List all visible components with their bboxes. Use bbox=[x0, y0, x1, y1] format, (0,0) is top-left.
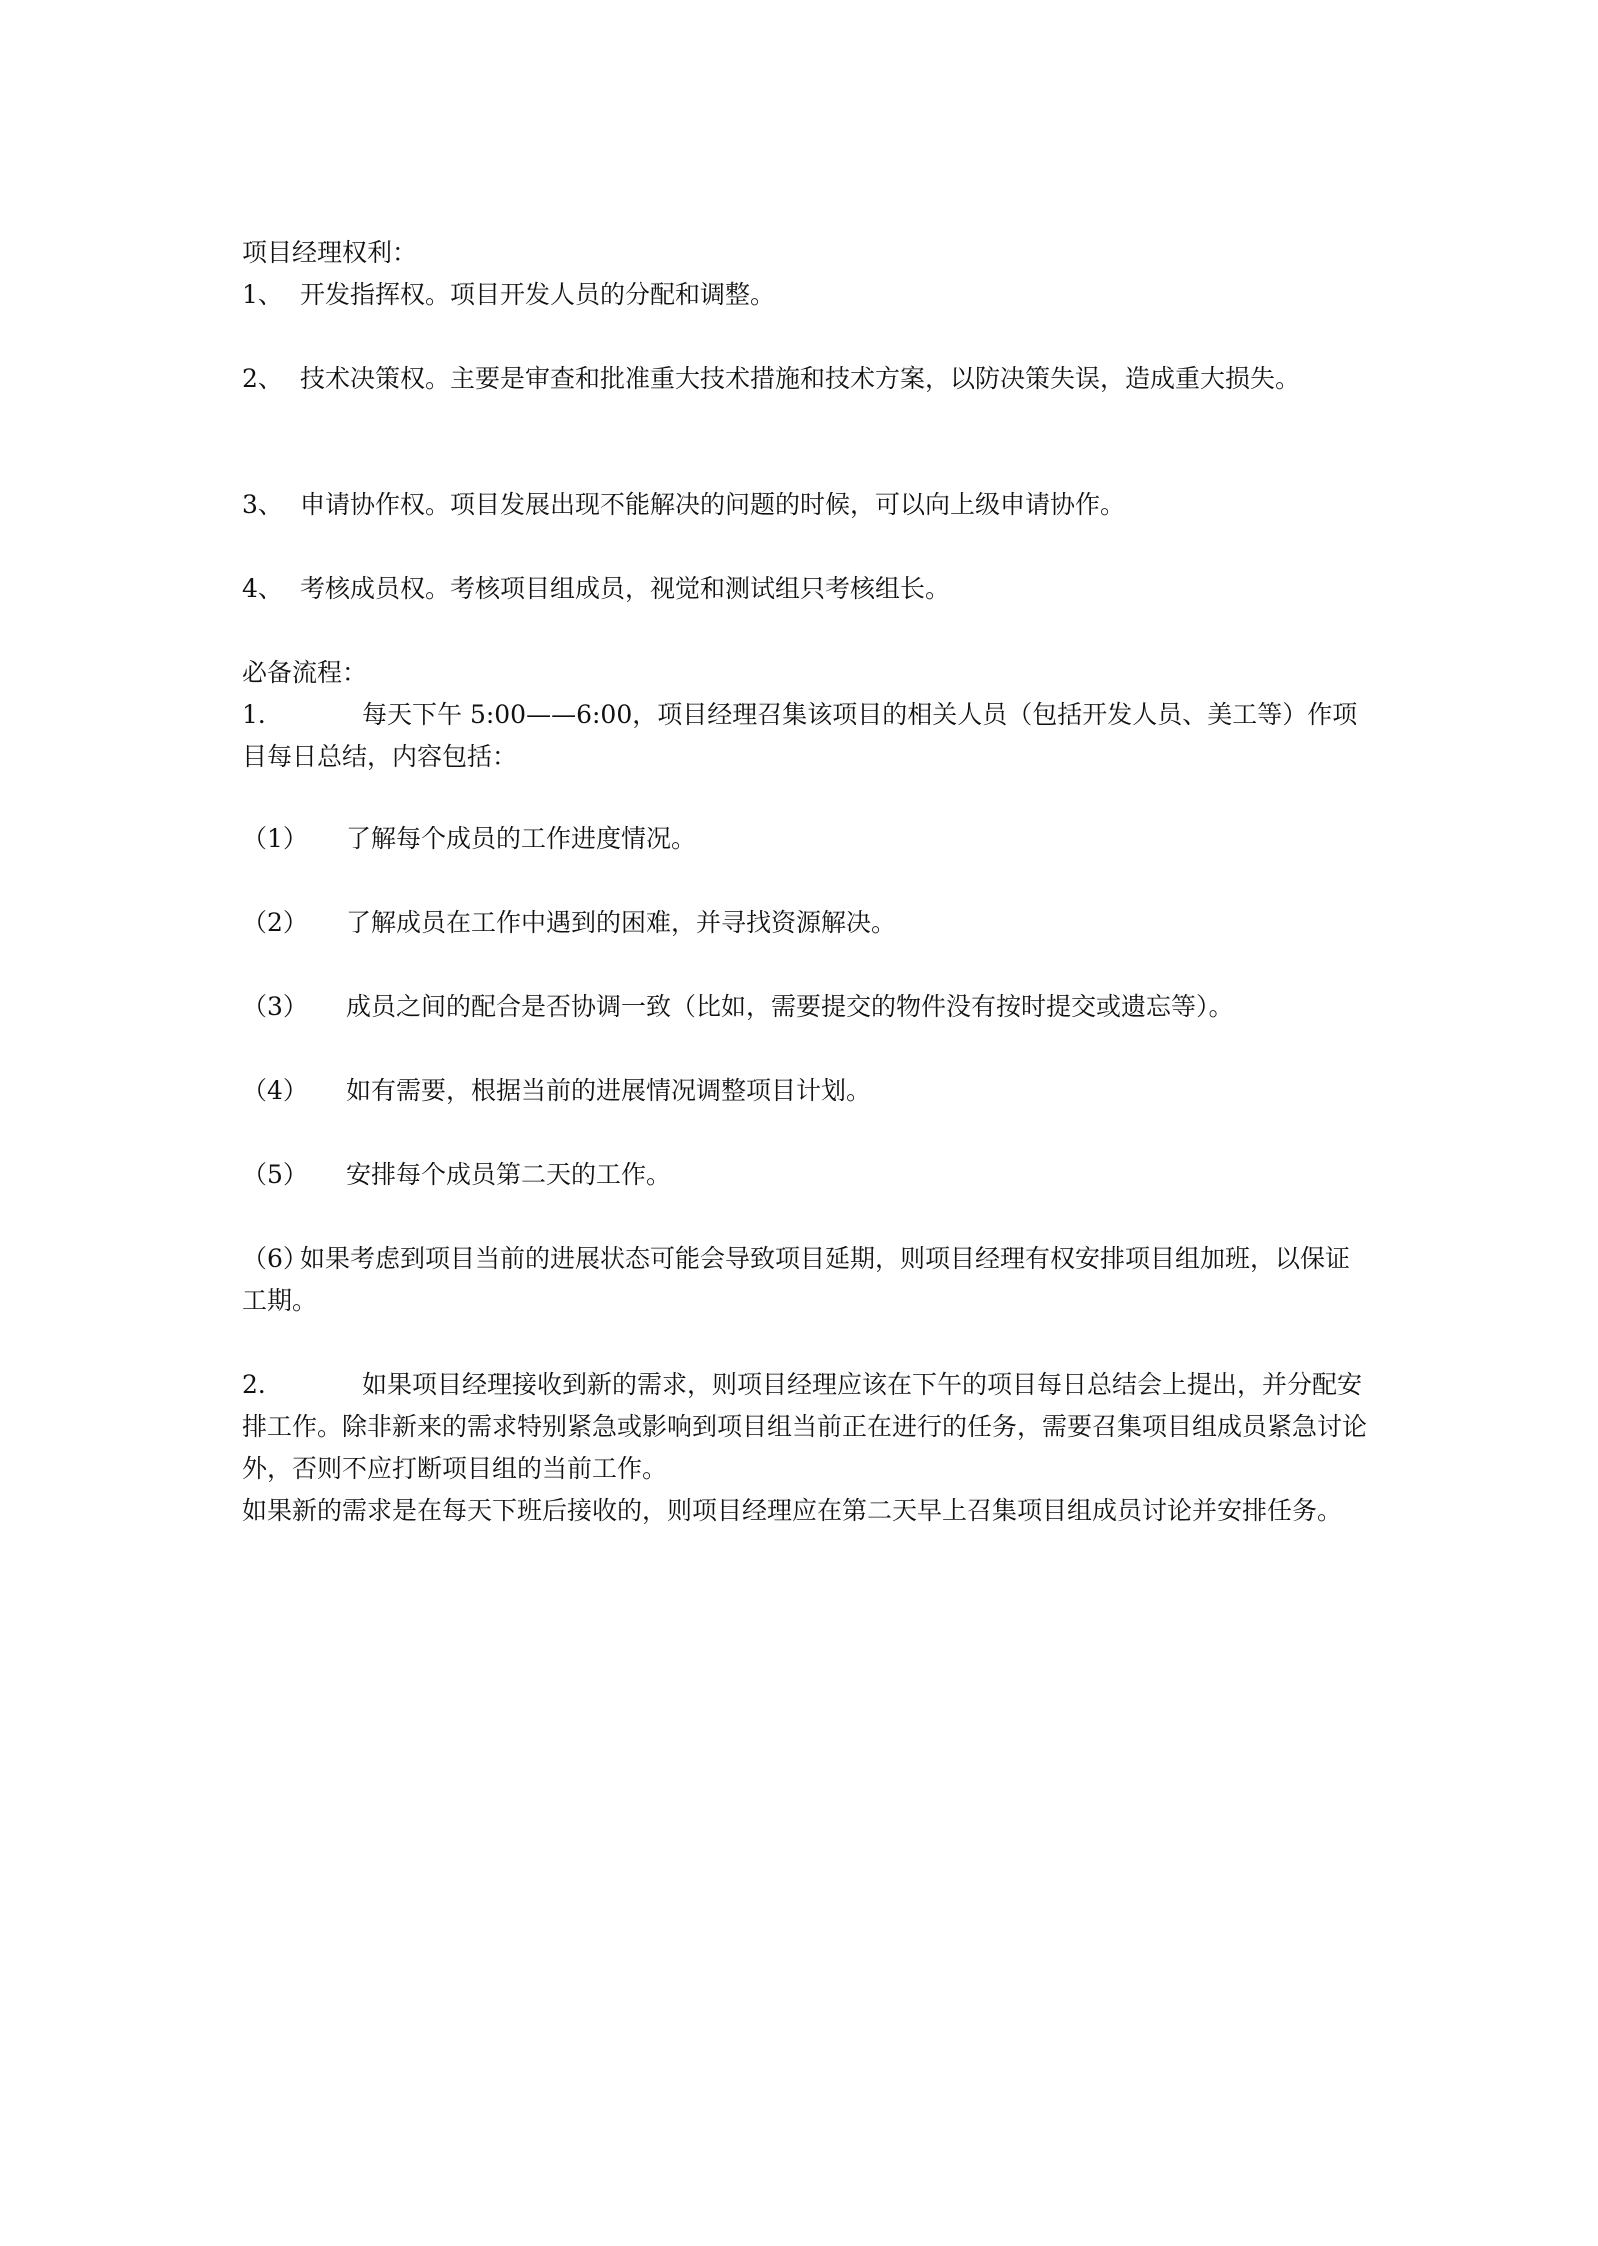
sub-item-number: （3） bbox=[242, 992, 308, 1021]
process-item-1 bbox=[242, 694, 1372, 778]
right-item-1 bbox=[242, 274, 1372, 316]
sub-item-number: （4） bbox=[242, 1076, 308, 1105]
right-item-2 bbox=[242, 358, 1372, 400]
sub-item-6 bbox=[242, 1238, 1372, 1322]
process-number: 1． bbox=[242, 700, 283, 729]
sub-item-number: （6） bbox=[242, 1244, 308, 1273]
right-number: 4、 bbox=[242, 574, 283, 603]
sub-item-2 bbox=[242, 902, 1372, 944]
sub-item-1 bbox=[242, 818, 1372, 860]
sub-item-text: 了解成员在工作中遇到的困难，并寻找资源解决。 bbox=[346, 908, 897, 937]
sub-item-text: 成员之间的配合是否协调一致（比如，需要提交的物件没有按时提交或遗忘等）。 bbox=[346, 992, 1234, 1021]
sub-item-3 bbox=[242, 986, 1372, 1028]
sub-item-4 bbox=[242, 1070, 1372, 1112]
rights-title: 项目经理权利： bbox=[242, 238, 418, 267]
sub-item-number: （5） bbox=[242, 1160, 308, 1189]
process-number: 2． bbox=[242, 1370, 283, 1399]
right-text: 申请协作权。项目发展出现不能解决的问题的时候，可以向上级申请协作。 bbox=[300, 490, 1126, 519]
process-item-2 bbox=[242, 1364, 1372, 1490]
sub-item-number: （1） bbox=[242, 824, 308, 853]
sub-item-number: （2） bbox=[242, 908, 308, 937]
sub-item-text: 了解每个成员的工作进度情况。 bbox=[346, 824, 697, 853]
process-text: 如果项目经理接收到新的需求，则项目经理应该在下午的项目每日总结会上提出，并分配安排工作。除非新来的需求特别紧急或影响到项目组当前正在进行的任务，需要召集项目组成员紧急讨论外，否则不应打断项目组的当前工作。 bbox=[242, 1370, 1368, 1483]
right-item-4 bbox=[242, 568, 1372, 610]
closing-paragraph: 如果新的需求是在每天下班后接收的，则项目经理应在第二天早上召集项目组成员讨论并安排任务。 bbox=[242, 1496, 1343, 1525]
right-item-3 bbox=[242, 484, 1372, 526]
sub-item-text: 如果考虑到项目当前的进展状态可能会导致项目延期，则项目经理有权安排项目组加班，以保证工期。 bbox=[242, 1244, 1351, 1315]
right-text: 考核成员权。考核项目组成员，视觉和测试组只考核组长。 bbox=[300, 574, 951, 603]
sub-item-text: 安排每个成员第二天的工作。 bbox=[346, 1160, 672, 1189]
process-title: 必备流程： bbox=[242, 658, 368, 687]
right-number: 2、 bbox=[242, 364, 283, 393]
right-number: 3、 bbox=[242, 490, 283, 519]
right-text: 开发指挥权。项目开发人员的分配和调整。 bbox=[300, 280, 776, 309]
sub-item-text: 如有需要，根据当前的进展情况调整项目计划。 bbox=[346, 1076, 872, 1105]
sub-item-5 bbox=[242, 1154, 1372, 1196]
right-text: 技术决策权。主要是审查和批准重大技术措施和技术方案，以防决策失误，造成重大损失。 bbox=[300, 364, 1301, 393]
process-text: 每天下午 5:00——6:00，项目经理召集该项目的相关人员（包括开发人员、美工等）作项目每日总结，内容包括： bbox=[242, 700, 1358, 771]
right-number: 1、 bbox=[242, 280, 283, 309]
